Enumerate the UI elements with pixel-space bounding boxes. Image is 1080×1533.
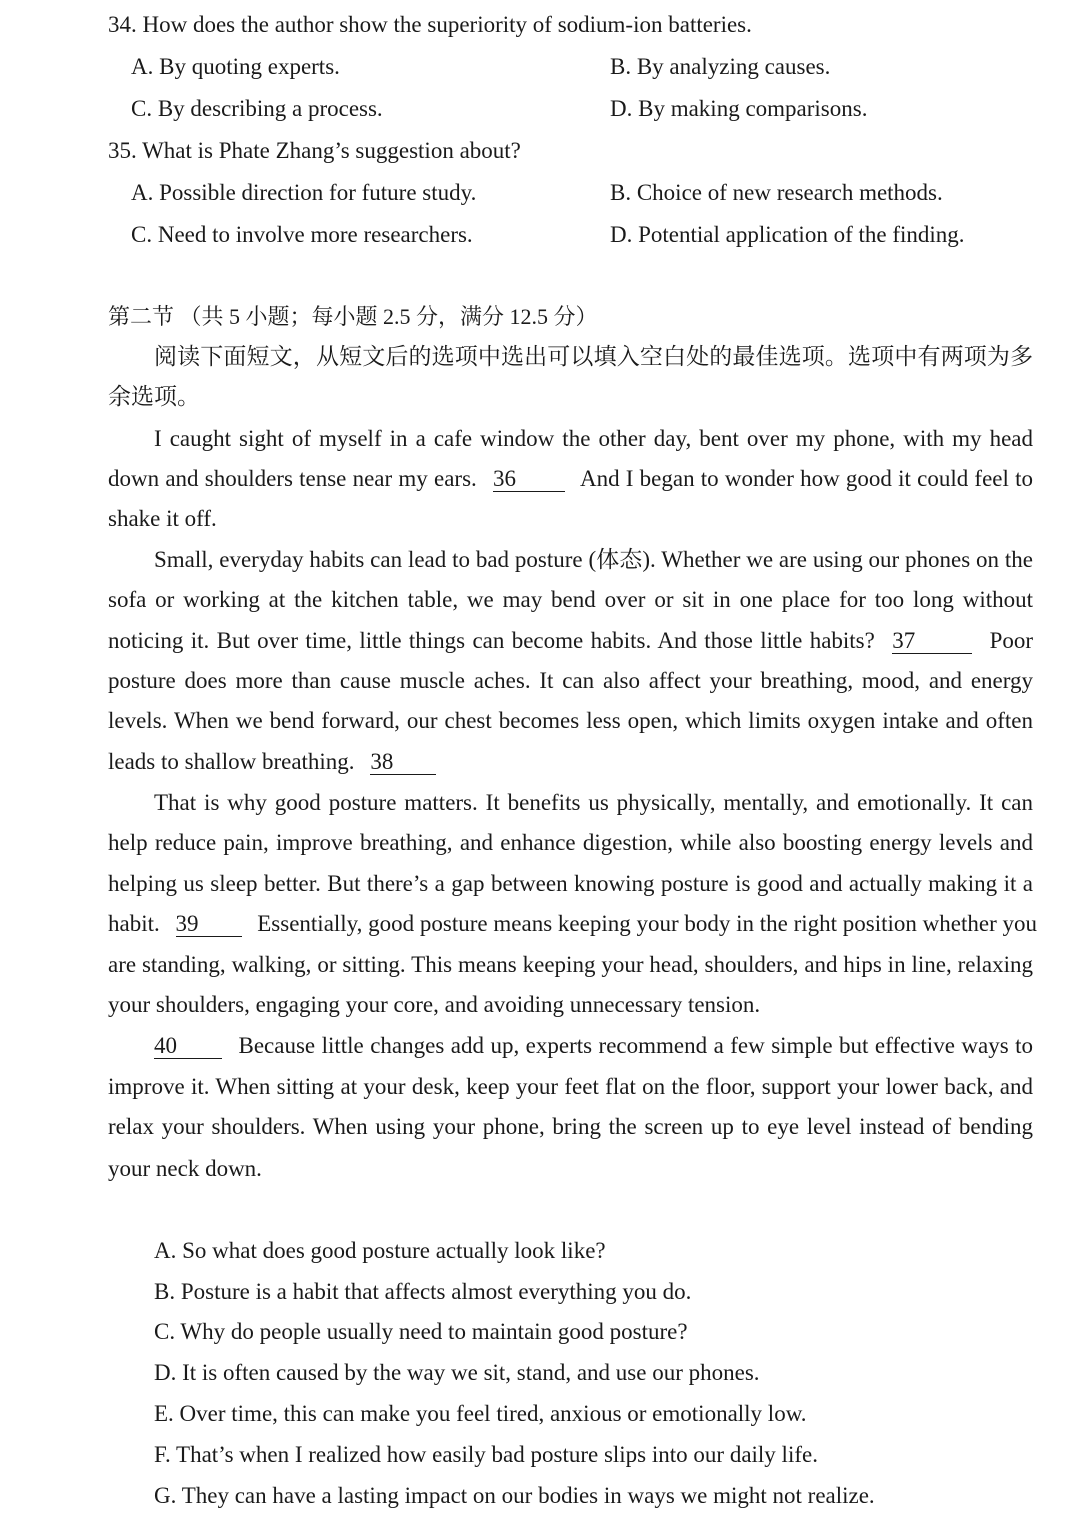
passage-text: habit. bbox=[108, 911, 160, 936]
passage-p3-line-3: helping us sleep better. But there’s a gap between knowing posture is good and actually making it a bbox=[108, 871, 1033, 896]
blank-40: 40 bbox=[154, 1034, 222, 1059]
passage-p2-line-3 bbox=[108, 626, 1033, 656]
question-35-option-c: C. Need to involve more researchers. bbox=[131, 222, 473, 247]
blank-39: 39 bbox=[176, 912, 242, 937]
passage-p4-line-4: your neck down. bbox=[108, 1156, 262, 1181]
passage-p2-line-4: posture does more than cause muscle aches. It can also affect your breathing, mood, and energy bbox=[108, 668, 1033, 693]
passage-p3-line-4 bbox=[108, 909, 1037, 939]
passage-text: noticing it. But over time, little things can become habits. And those little habits? bbox=[108, 628, 875, 653]
question-34-option-d: D. By making comparisons. bbox=[610, 96, 868, 121]
question-35-option-a: A. Possible direction for future study. bbox=[131, 180, 477, 205]
passage-p2-line-2: sofa or working at the kitchen table, we may bend over or sit in one place for too long without bbox=[108, 587, 1033, 612]
question-34-option-b: B. By analyzing causes. bbox=[610, 54, 831, 79]
blank-36: 36 bbox=[493, 467, 565, 492]
passage-text: Poor bbox=[989, 628, 1034, 653]
section-instruction-line-1: 阅读下面短文，从短文后的选项中选出可以填入空白处的最佳选项。选项中有两项为多 bbox=[154, 344, 1033, 369]
passage-p3-line-2: help reduce pain, improve breathing, and enhance digestion, while also boosting energy levels and bbox=[108, 830, 1033, 855]
passage-p3-line-6: your shoulders, engaging your core, and avoiding unnecessary tension. bbox=[108, 992, 761, 1017]
passage-p2-line-1: Small, everyday habits can lead to bad posture (体态). Whether we are using our phones on the bbox=[154, 547, 1033, 572]
passage-p3-line-1: That is why good posture matters. It benefits us physically, mentally, and emotionally. It can bbox=[154, 790, 1033, 815]
passage-p1-line-2 bbox=[108, 464, 1033, 494]
choice-c: C. Why do people usually need to maintain good posture? bbox=[154, 1319, 688, 1344]
passage-p1-line-3: shake it off. bbox=[108, 506, 217, 531]
blank-38: 38 bbox=[370, 750, 436, 775]
choice-b: B. Posture is a habit that affects almost everything you do. bbox=[154, 1279, 692, 1304]
passage-text: Essentially, good posture means keeping your body in the right position whether you bbox=[257, 911, 1037, 936]
passage-p4-line-3: relax your shoulders. When using your phone, bring the screen up to eye level instead of bending bbox=[108, 1114, 1033, 1139]
blank-37: 37 bbox=[892, 629, 972, 654]
passage-p1-line-1: I caught sight of myself in a cafe window the other day, bent over my phone, with my head bbox=[154, 426, 1033, 451]
section-heading: 第二节 （共 5 小题；每小题 2.5 分，满分 12.5 分） bbox=[108, 304, 598, 329]
passage-text: And I began to wonder how good it could feel to bbox=[579, 466, 1034, 491]
passage-text: leads to shallow breathing. bbox=[108, 749, 355, 774]
passage-p4-line-1 bbox=[154, 1031, 1033, 1061]
question-34-option-a: A. By quoting experts. bbox=[131, 54, 340, 79]
passage-text: Because little changes add up, experts recommend a few simple but effective ways to bbox=[238, 1033, 1034, 1058]
question-34-stem: 34. How does the author show the superiority of sodium-ion batteries. bbox=[108, 12, 752, 37]
question-35-option-b: B. Choice of new research methods. bbox=[610, 180, 943, 205]
passage-text: down and shoulders tense near my ears. bbox=[108, 466, 477, 491]
choice-a: A. So what does good posture actually look like? bbox=[154, 1238, 606, 1263]
question-35-option-d: D. Potential application of the finding. bbox=[610, 222, 965, 247]
passage-p3-line-5: are standing, walking, or sitting. This means keeping your head, shoulders, and hips in line, relaxing bbox=[108, 952, 1033, 977]
choice-d: D. It is often caused by the way we sit, stand, and use our phones. bbox=[154, 1360, 760, 1385]
choice-f: F. That’s when I realized how easily bad posture slips into our daily life. bbox=[154, 1442, 818, 1467]
choice-e: E. Over time, this can make you feel tired, anxious or emotionally low. bbox=[154, 1401, 807, 1426]
choice-g: G. They can have a lasting impact on our bodies in ways we might not realize. bbox=[154, 1483, 875, 1508]
passage-p4-line-2: improve it. When sitting at your desk, keep your feet flat on the floor, support your lower back, and bbox=[108, 1074, 1033, 1099]
passage-p2-line-5: levels. When we bend forward, our chest becomes less open, which limits oxygen intake and often bbox=[108, 708, 1033, 733]
question-35-stem: 35. What is Phate Zhang’s suggestion about? bbox=[108, 138, 521, 163]
section-instruction-line-2: 余选项。 bbox=[108, 384, 200, 409]
question-34-option-c: C. By describing a process. bbox=[131, 96, 383, 121]
passage-p2-line-6 bbox=[108, 747, 1033, 777]
